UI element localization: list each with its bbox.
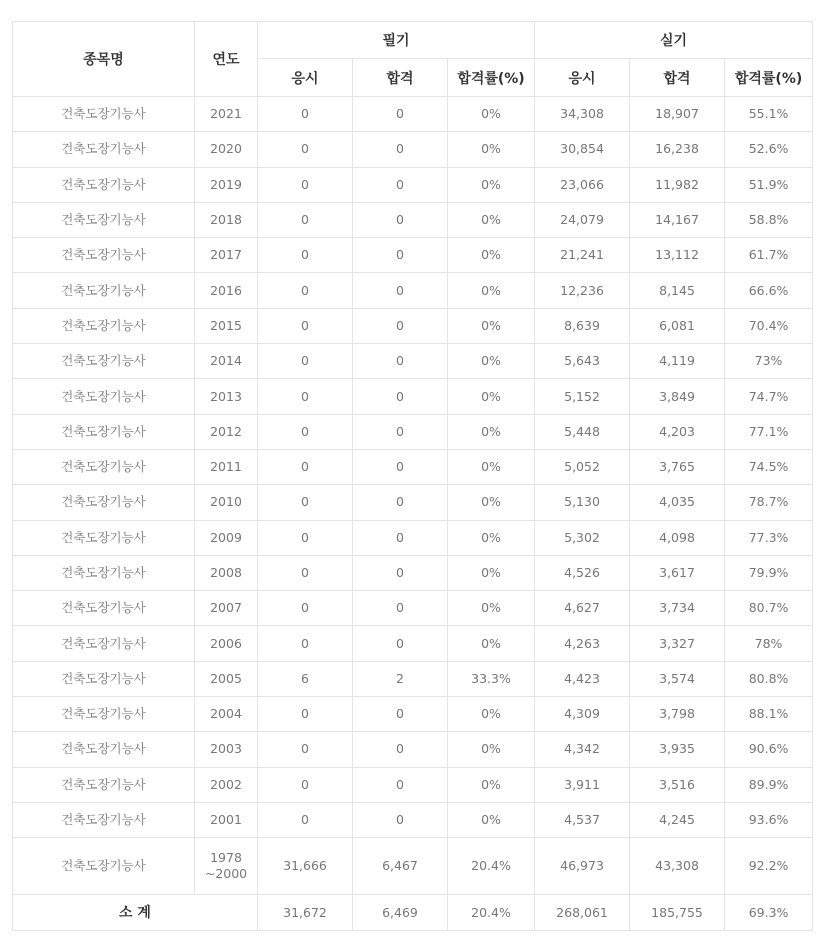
cell-written-applicants: 0 (258, 626, 353, 661)
cell-written-rate: 0% (448, 132, 535, 167)
cell-practical-passed: 3,765 (630, 449, 725, 484)
cell-practical-applicants: 12,236 (535, 273, 630, 308)
cell-name: 건축도장기능사 (13, 202, 195, 237)
header-practical-applicants: 응시 (535, 59, 630, 97)
subtotal-written-passed: 6,469 (353, 895, 448, 931)
cell-practical-applicants: 4,423 (535, 661, 630, 696)
cell-practical-applicants: 24,079 (535, 202, 630, 237)
cell-written-rate: 0% (448, 767, 535, 802)
cell-name: 건축도장기능사 (13, 697, 195, 732)
cell-written-rate: 0% (448, 97, 535, 132)
cell-written-applicants: 0 (258, 344, 353, 379)
cell-practical-rate: 73% (725, 344, 813, 379)
cell-name: 건축도장기능사 (13, 414, 195, 449)
cell-written-rate: 33.3% (448, 661, 535, 696)
table-row (13, 767, 813, 802)
table-header (13, 22, 813, 97)
cell-written-passed: 0 (353, 238, 448, 273)
cell-practical-rate: 74.5% (725, 449, 813, 484)
cell-year: 2013 (195, 379, 258, 414)
cell-year: 2010 (195, 485, 258, 520)
table-row (13, 238, 813, 273)
header-written: 필기 (258, 22, 535, 59)
cell-written-passed: 0 (353, 308, 448, 343)
cell-written-passed: 0 (353, 202, 448, 237)
table-row (13, 132, 813, 167)
table-row (13, 167, 813, 202)
cell-practical-applicants: 4,309 (535, 697, 630, 732)
cell-written-applicants: 6 (258, 661, 353, 696)
cell-year: 2020 (195, 132, 258, 167)
cell-name: 건축도장기능사 (13, 379, 195, 414)
cell-written-passed: 0 (353, 591, 448, 626)
cell-written-applicants: 0 (258, 520, 353, 555)
cell-practical-applicants: 3,911 (535, 767, 630, 802)
cell-written-applicants: 0 (258, 767, 353, 802)
cell-year-line2: ~2000 (204, 866, 248, 882)
cell-name: 건축도장기능사 (13, 591, 195, 626)
cell-written-applicants: 0 (258, 97, 353, 132)
cell-written-passed: 0 (353, 697, 448, 732)
cell-year (195, 838, 258, 895)
cell-written-applicants: 0 (258, 379, 353, 414)
cell-practical-passed: 43,308 (630, 838, 725, 895)
cell-practical-rate: 92.2% (725, 838, 813, 895)
cell-practical-passed: 3,849 (630, 379, 725, 414)
cell-year: 2002 (195, 767, 258, 802)
cell-practical-rate: 77.3% (725, 520, 813, 555)
cell-written-rate: 0% (448, 520, 535, 555)
cell-written-passed: 0 (353, 485, 448, 520)
cell-practical-passed: 3,327 (630, 626, 725, 661)
cell-practical-rate: 80.8% (725, 661, 813, 696)
cell-practical-applicants: 23,066 (535, 167, 630, 202)
table-row (13, 591, 813, 626)
cell-written-rate: 0% (448, 591, 535, 626)
cell-name: 건축도장기능사 (13, 449, 195, 484)
cell-practical-applicants: 34,308 (535, 97, 630, 132)
cell-year: 2001 (195, 802, 258, 837)
cell-year: 2003 (195, 732, 258, 767)
cell-name: 건축도장기능사 (13, 132, 195, 167)
cell-written-passed: 0 (353, 344, 448, 379)
cell-practical-applicants: 21,241 (535, 238, 630, 273)
cell-written-passed: 0 (353, 97, 448, 132)
table-row (13, 414, 813, 449)
exam-statistics-table (12, 21, 813, 931)
cell-name: 건축도장기능사 (13, 273, 195, 308)
cell-written-rate: 0% (448, 344, 535, 379)
cell-practical-applicants: 4,537 (535, 802, 630, 837)
cell-practical-passed: 4,119 (630, 344, 725, 379)
cell-practical-passed: 3,617 (630, 555, 725, 590)
cell-written-rate: 0% (448, 485, 535, 520)
cell-year: 2009 (195, 520, 258, 555)
table-row (13, 555, 813, 590)
subtotal-practical-applicants: 268,061 (535, 895, 630, 931)
cell-written-rate: 0% (448, 238, 535, 273)
cell-written-rate: 0% (448, 414, 535, 449)
cell-name: 건축도장기능사 (13, 802, 195, 837)
cell-year: 2008 (195, 555, 258, 590)
cell-practical-passed: 14,167 (630, 202, 725, 237)
table-row-range (13, 838, 813, 895)
cell-written-passed: 0 (353, 132, 448, 167)
table-row (13, 202, 813, 237)
cell-year: 2019 (195, 167, 258, 202)
subtotal-practical-passed: 185,755 (630, 895, 725, 931)
cell-written-passed: 0 (353, 626, 448, 661)
cell-practical-rate: 78% (725, 626, 813, 661)
cell-name: 건축도장기능사 (13, 238, 195, 273)
cell-written-rate: 20.4% (448, 838, 535, 895)
cell-practical-rate: 80.7% (725, 591, 813, 626)
cell-practical-rate: 88.1% (725, 697, 813, 732)
cell-practical-rate: 66.6% (725, 273, 813, 308)
cell-practical-rate: 79.9% (725, 555, 813, 590)
table-row (13, 520, 813, 555)
cell-written-passed: 0 (353, 767, 448, 802)
cell-name: 건축도장기능사 (13, 767, 195, 802)
cell-written-applicants: 0 (258, 591, 353, 626)
cell-practical-applicants: 5,302 (535, 520, 630, 555)
cell-practical-rate: 89.9% (725, 767, 813, 802)
cell-year: 2006 (195, 626, 258, 661)
table-row (13, 379, 813, 414)
cell-written-applicants: 0 (258, 485, 353, 520)
cell-written-passed: 0 (353, 379, 448, 414)
header-year: 연도 (195, 22, 258, 97)
cell-practical-passed: 11,982 (630, 167, 725, 202)
cell-practical-rate: 70.4% (725, 308, 813, 343)
cell-year: 2017 (195, 238, 258, 273)
header-written-applicants: 응시 (258, 59, 353, 97)
cell-practical-passed: 4,098 (630, 520, 725, 555)
table-row (13, 273, 813, 308)
cell-written-applicants: 0 (258, 414, 353, 449)
table-row (13, 344, 813, 379)
cell-practical-applicants: 8,639 (535, 308, 630, 343)
cell-written-passed: 0 (353, 167, 448, 202)
cell-written-applicants: 0 (258, 132, 353, 167)
cell-practical-applicants: 4,526 (535, 555, 630, 590)
header-name: 종목명 (13, 22, 195, 97)
stats-table-container (12, 21, 813, 931)
subtotal-practical-rate: 69.3% (725, 895, 813, 931)
cell-name: 건축도장기능사 (13, 344, 195, 379)
cell-name: 건축도장기능사 (13, 626, 195, 661)
cell-written-passed: 6,467 (353, 838, 448, 895)
cell-written-applicants: 0 (258, 732, 353, 767)
cell-practical-applicants: 5,130 (535, 485, 630, 520)
cell-practical-applicants: 30,854 (535, 132, 630, 167)
cell-practical-applicants: 5,448 (535, 414, 630, 449)
cell-practical-passed: 3,798 (630, 697, 725, 732)
cell-practical-passed: 3,734 (630, 591, 725, 626)
cell-practical-rate: 93.6% (725, 802, 813, 837)
cell-written-passed: 0 (353, 273, 448, 308)
cell-practical-passed: 3,935 (630, 732, 725, 767)
cell-written-rate: 0% (448, 555, 535, 590)
cell-practical-rate: 90.6% (725, 732, 813, 767)
cell-practical-passed: 4,035 (630, 485, 725, 520)
cell-practical-rate: 74.7% (725, 379, 813, 414)
cell-practical-applicants: 4,342 (535, 732, 630, 767)
cell-written-rate: 0% (448, 626, 535, 661)
cell-practical-applicants: 4,627 (535, 591, 630, 626)
cell-year: 2016 (195, 273, 258, 308)
cell-year: 2011 (195, 449, 258, 484)
cell-name: 건축도장기능사 (13, 97, 195, 132)
table-row (13, 661, 813, 696)
cell-year: 2012 (195, 414, 258, 449)
cell-written-rate: 0% (448, 308, 535, 343)
cell-practical-rate: 51.9% (725, 167, 813, 202)
cell-written-applicants: 0 (258, 555, 353, 590)
cell-name: 건축도장기능사 (13, 520, 195, 555)
cell-written-passed: 0 (353, 520, 448, 555)
header-practical: 실기 (535, 22, 813, 59)
table-row (13, 697, 813, 732)
cell-year: 2004 (195, 697, 258, 732)
cell-practical-applicants: 5,052 (535, 449, 630, 484)
cell-written-applicants: 31,666 (258, 838, 353, 895)
subtotal-written-applicants: 31,672 (258, 895, 353, 931)
cell-name: 건축도장기능사 (13, 167, 195, 202)
cell-year: 2007 (195, 591, 258, 626)
cell-practical-passed: 13,112 (630, 238, 725, 273)
cell-written-applicants: 0 (258, 802, 353, 837)
cell-year: 2005 (195, 661, 258, 696)
cell-practical-rate: 78.7% (725, 485, 813, 520)
cell-written-rate: 0% (448, 449, 535, 484)
cell-practical-passed: 4,203 (630, 414, 725, 449)
cell-name: 건축도장기능사 (13, 308, 195, 343)
cell-written-rate: 0% (448, 732, 535, 767)
cell-name: 건축도장기능사 (13, 661, 195, 696)
cell-written-rate: 0% (448, 697, 535, 732)
cell-practical-applicants: 5,643 (535, 344, 630, 379)
header-written-rate: 합격률(%) (448, 59, 535, 97)
header-practical-rate: 합격률(%) (725, 59, 813, 97)
cell-name: 건축도장기능사 (13, 838, 195, 895)
table-row (13, 626, 813, 661)
table-row-subtotal (13, 895, 813, 931)
cell-practical-passed: 3,574 (630, 661, 725, 696)
cell-name: 건축도장기능사 (13, 555, 195, 590)
cell-year: 2014 (195, 344, 258, 379)
cell-written-applicants: 0 (258, 202, 353, 237)
table-row (13, 802, 813, 837)
cell-written-applicants: 0 (258, 167, 353, 202)
cell-written-applicants: 0 (258, 697, 353, 732)
cell-practical-rate: 52.6% (725, 132, 813, 167)
table-row (13, 308, 813, 343)
cell-practical-applicants: 46,973 (535, 838, 630, 895)
cell-written-passed: 2 (353, 661, 448, 696)
cell-practical-passed: 6,081 (630, 308, 725, 343)
cell-written-rate: 0% (448, 379, 535, 414)
cell-practical-passed: 8,145 (630, 273, 725, 308)
cell-written-applicants: 0 (258, 238, 353, 273)
cell-year: 2015 (195, 308, 258, 343)
subtotal-written-rate: 20.4% (448, 895, 535, 931)
cell-year: 2021 (195, 97, 258, 132)
cell-practical-rate: 55.1% (725, 97, 813, 132)
cell-year-line1: 1978 (210, 850, 242, 866)
cell-practical-rate: 77.1% (725, 414, 813, 449)
subtotal-label: 소 계 (13, 895, 258, 931)
table-row (13, 732, 813, 767)
cell-written-passed: 0 (353, 802, 448, 837)
cell-practical-applicants: 4,263 (535, 626, 630, 661)
cell-year: 2018 (195, 202, 258, 237)
cell-practical-rate: 58.8% (725, 202, 813, 237)
cell-written-rate: 0% (448, 167, 535, 202)
cell-name: 건축도장기능사 (13, 732, 195, 767)
cell-written-passed: 0 (353, 449, 448, 484)
cell-written-applicants: 0 (258, 308, 353, 343)
cell-practical-applicants: 5,152 (535, 379, 630, 414)
cell-practical-rate: 61.7% (725, 238, 813, 273)
header-practical-passed: 합격 (630, 59, 725, 97)
cell-practical-passed: 4,245 (630, 802, 725, 837)
table-row (13, 449, 813, 484)
cell-written-rate: 0% (448, 273, 535, 308)
cell-practical-passed: 18,907 (630, 97, 725, 132)
cell-written-rate: 0% (448, 202, 535, 237)
cell-written-passed: 0 (353, 732, 448, 767)
cell-written-rate: 0% (448, 802, 535, 837)
cell-written-passed: 0 (353, 555, 448, 590)
cell-written-applicants: 0 (258, 273, 353, 308)
table-body (13, 97, 813, 931)
cell-written-applicants: 0 (258, 449, 353, 484)
cell-practical-passed: 16,238 (630, 132, 725, 167)
table-row (13, 97, 813, 132)
header-written-passed: 합격 (353, 59, 448, 97)
table-row (13, 485, 813, 520)
cell-practical-passed: 3,516 (630, 767, 725, 802)
cell-name: 건축도장기능사 (13, 485, 195, 520)
cell-written-passed: 0 (353, 414, 448, 449)
